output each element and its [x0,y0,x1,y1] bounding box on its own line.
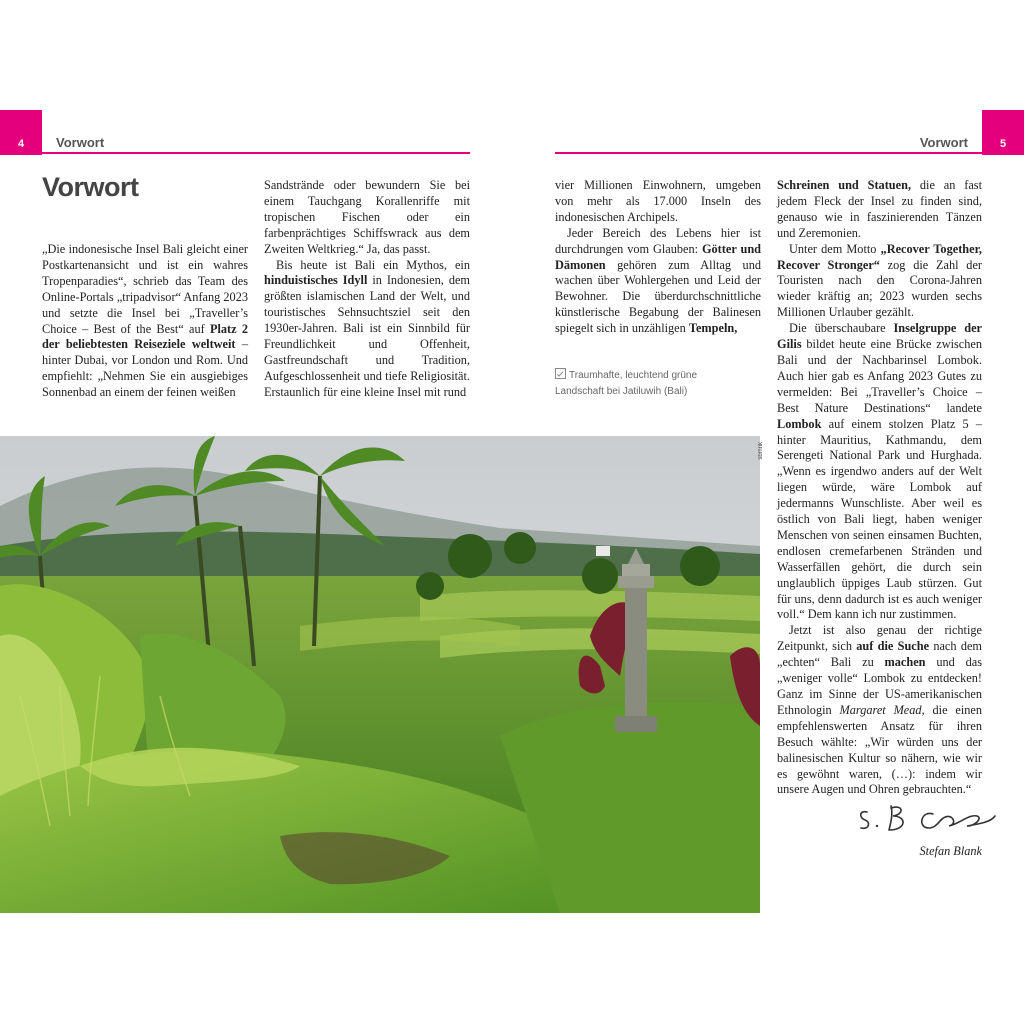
landscape-photo [0,436,760,913]
paragraph: Schreinen und Statuen, die an fast jedem Fleck der Insel zu finden sind, genauso wie in faszinierenden Tänzen und Zeremonien. [777,178,983,240]
left-col-2 [264,178,470,401]
paragraph: Jeder Bereich des Lebens hier ist durchdrungen vom Glauben: Götter und Dämonen gehören zum Alltag und wachen über Wohlergehen und Leid der Bewohner. Die überdurchschnittliche künstlerische Begabung der Balinesen spiegelt sich in unzähligen Tempeln, [555,225,761,336]
paragraph: Sandstrände oder bewundern Sie bei einem Tauchgang Korallenriffe mit tropischen Fischen oder ein farbenprächtiges Schiffswrack aus dem Zweiten Weltkrieg.“ Ja, das passt. [264,178,470,256]
paragraph: „Die indonesische Insel Bali gleicht einer Postkartenansicht und ist ein wahres Tropenparadies“, schrieb das Team des Online-Portals „tripadvisor“ Anfang 2023 und setzte die Insel bei „Traveller’s Choice – Best of the Best“ auf Platz 2 der beliebtesten Reiseziele weltweit – hinter Dubai, vor London und Rom. Und empfiehlt: „Nehmen Sie ein ausgiebiges Sonnenbad an einem der feinen weißen [42,242,248,400]
author-signature [855,800,1000,840]
header-rule-left [42,152,470,154]
paragraph: Bis heute ist Bali ein Mythos, ein hinduistisches Idyll in Indonesien, dem größten islamischen Land der Welt, und touristisches Sehnsuchtsziel seit den 1930er-Jahren. Bali ist ein Sinnbild für Freundlichkeit und Offenheit, Gastfreundschaft und Tradition, Aufgeschlossenheit und tiefe Religiosität. Erstaunlich für eine kleine Insel mit rund [264,257,470,399]
running-head-left: Vorwort [56,135,105,150]
rice-terrace-image [0,436,760,913]
photo-caption-icon [555,368,566,379]
paragraph: Jetzt ist also genau der richtige Zeitpunkt, sich auf die Suche nach dem „echten“ Bali zu machen und das „weniger volle“ Lombok zu entdecken! Ganz im Sinne der US-amerikanischen Ethnologin Margaret Mead, die einen empfehlenswerten Ansatz für ihren Besuch wählte: „Wir würden uns der balinesischen Kultur so nähern, wie wir es gewöhnt waren, (…): indem wir unsere Augen und Ohren gebrauchten.“ [777,623,982,797]
header-rule-right [555,152,982,154]
page-number-left: 4 [0,110,42,155]
paragraph: Unter dem Motto „Recover Together, Recover Stronger“ zog die Zahl der Touristen nach den Corona-Jahren wieder kräftig an; 2023 wurden sechs Millionen Urlauber gezählt. [777,241,982,320]
page-title: Vorwort [42,172,139,202]
paragraph: Die überschaubare Inselgruppe der Gilis bildet heute eine Brücke zwischen Bali und der Nachbarinsel Lombok. Auch hier gab es Anfang 2023 Gutes zu vermelden: Bei „Traveller’s Choice – Best Nature Destinations“ landete Lombok auf einem stolzen Platz 5 – hinter Mauritius, Kathmandu, dem Serengeti National Park und Hurghada. „Wenn es irgendwo anders auf der Welt liegen würde, wäre Lombok auf jedermanns Wunschliste. Aber weil es östlich von Bali liegt, haben weniger Menschen von seinen einsamen Buchten, endlosen cremefarbenen Stränden und Wasserfällen gehört, die durch sein unglaublich üppiges Laub stürzen. Gut für uns, denn dadurch ist es auch weniger voll.“ Dem kann ich nur zustimmen. [777,321,982,622]
paragraph: vier Millionen Einwohnern, umgeben von mehr als 17.000 Inseln des indonesischen Archipels. [555,178,761,224]
photo-caption [555,368,725,400]
right-col-1 [555,178,761,337]
left-col-1 [42,242,248,401]
running-head-right: Vorwort [919,135,968,150]
right-col-2 [777,178,982,798]
caption-text: Traumhafte, leuchtend grüne Landschaft bei Jatiluwih (Bali) [555,370,698,397]
photo-credit: sbmnk [758,442,764,460]
author-name: Stefan Blank [919,844,982,858]
page-number-right: 5 [982,110,1024,155]
